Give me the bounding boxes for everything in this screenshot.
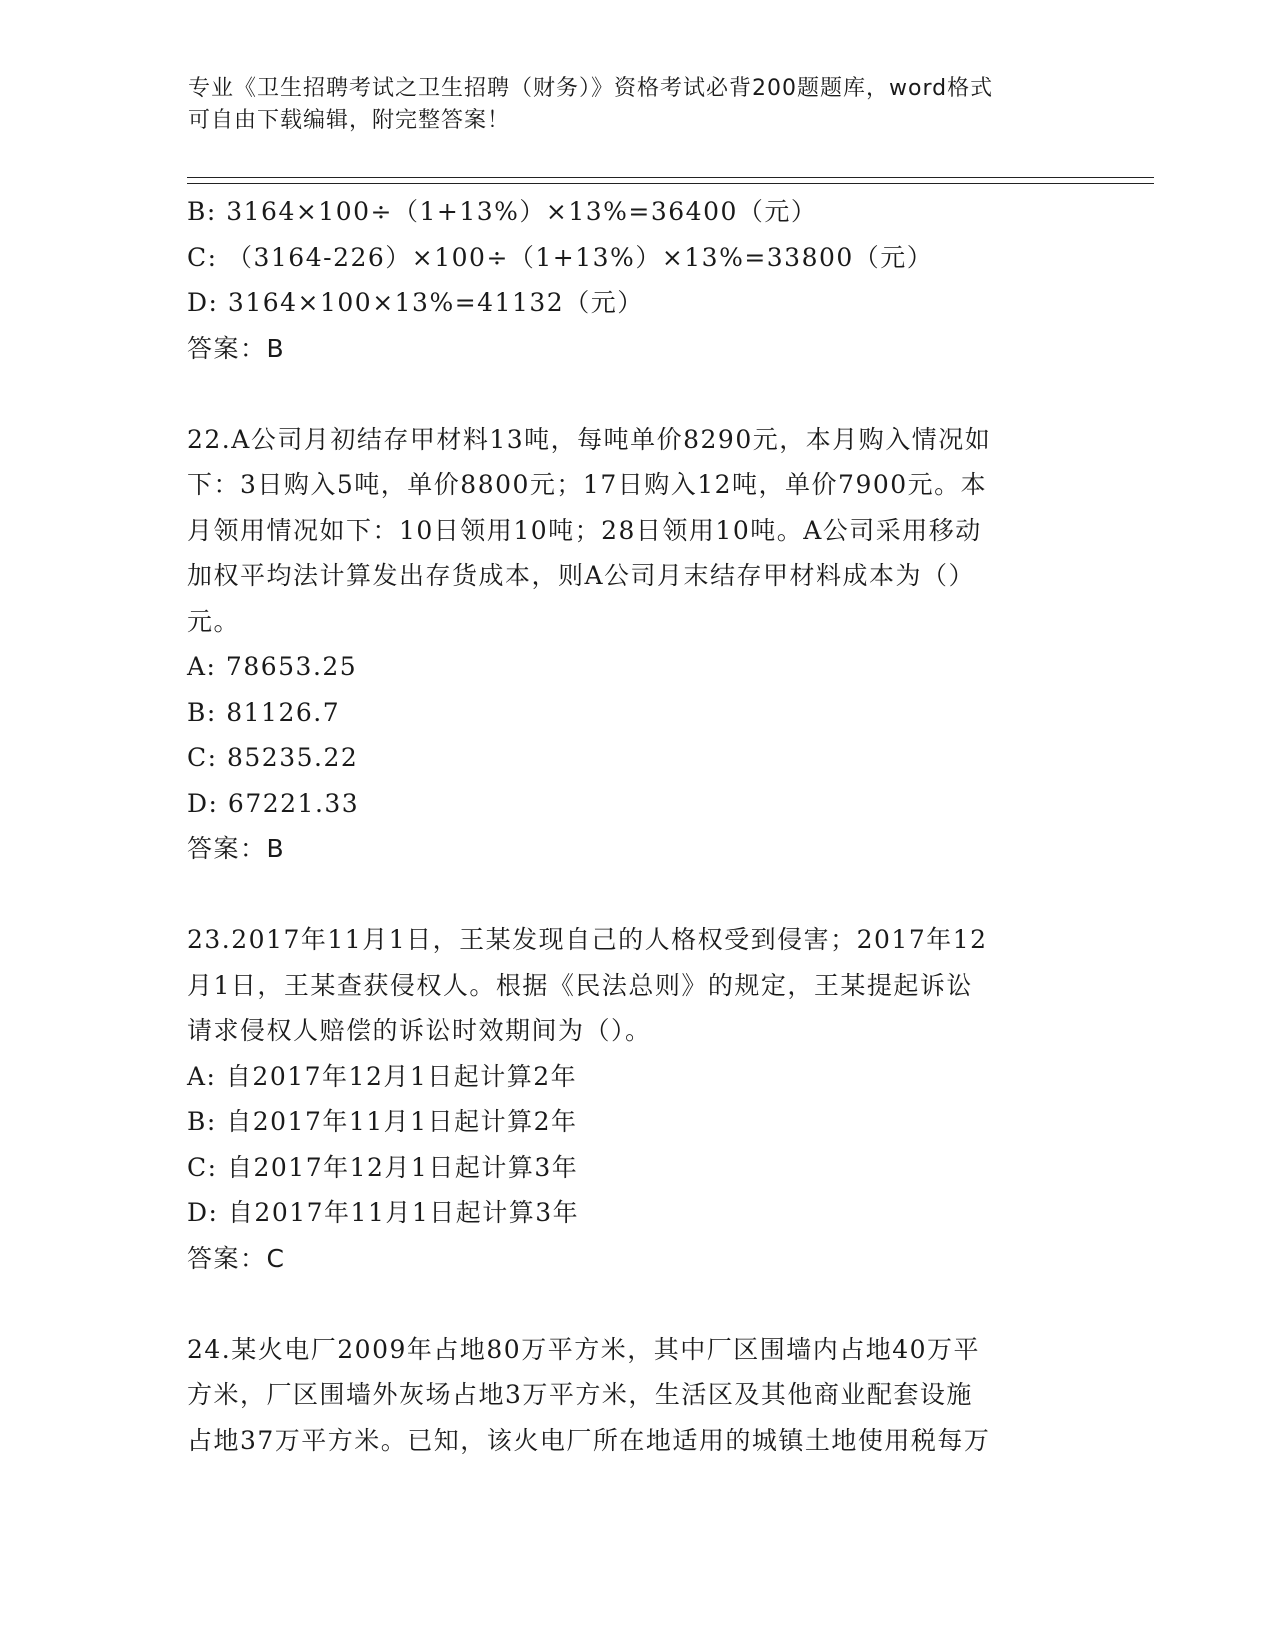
answer: 答案：B	[187, 333, 286, 363]
question-stem-line: 下：3日购入5吨，单价8800元；17日购入12吨，单价7900元。本	[187, 470, 988, 499]
question-stem-line: 加权平均法计算发出存货成本，则A公司月末结存甲材料成本为（）	[187, 561, 976, 590]
question-content	[187, 189, 1087, 1463]
option-d: D: 67221.33	[187, 788, 360, 818]
header-title-line-2: 可自由下载编辑，附完整答案！	[188, 108, 511, 133]
question-22	[187, 417, 1087, 872]
option-c: C: 自2017年12月1日起计算3年	[187, 1152, 579, 1182]
option-b: B: 81126.7	[187, 697, 341, 727]
question-24	[187, 1327, 1087, 1464]
spacer	[187, 1281, 1087, 1327]
question-stem-line: 月1日，王某查获侵权人。根据《民法总则》的规定，王某提起诉讼	[187, 970, 973, 1000]
answer: 答案：C	[187, 1243, 286, 1273]
option-b: B: 3164×100÷（1+13%）×13%=36400（元）	[187, 197, 818, 226]
question-stem-line: 方米，厂区围墙外灰场占地3万平方米，生活区及其他商业配套设施	[187, 1380, 973, 1409]
option-c: C: （3164-226）×100÷（1+13%）×13%=33800（元）	[187, 242, 934, 272]
question-stem-line: 23.2017年11月1日，王某发现自己的人格权受到侵害；2017年12	[187, 925, 988, 954]
question-stem-line: 元。	[187, 606, 241, 636]
spacer	[187, 872, 1087, 918]
question-23	[187, 917, 1087, 1281]
document-header	[188, 73, 1068, 137]
option-c: C: 85235.22	[187, 743, 359, 772]
option-a: A: 78653.25	[187, 652, 358, 681]
header-title-line-1: 专业《卫生招聘考试之卫生招聘（财务）》资格考试必背200题题库，word格式	[188, 76, 994, 101]
question-stem-line: 月领用情况如下：10日领用10吨；28日领用10吨。A公司采用移动	[187, 515, 982, 545]
header-divider-top	[187, 177, 1154, 178]
option-d: D: 3164×100×13%=41132（元）	[187, 288, 644, 317]
answer: 答案：B	[187, 834, 286, 863]
question-21-tail	[187, 189, 1087, 371]
option-a: A: 自2017年12月1日起计算2年	[187, 1061, 578, 1091]
question-stem-line: 请求侵权人赔偿的诉讼时效期间为（）。	[187, 1016, 652, 1045]
spacer	[187, 371, 1087, 417]
question-stem-line: 占地37万平方米。已知，该火电厂所在地适用的城镇土地使用税每万	[187, 1425, 991, 1455]
option-d: D: 自2017年11月1日起计算3年	[187, 1198, 580, 1227]
header-divider-bottom	[187, 183, 1154, 184]
question-stem-line: 24.某火电厂2009年占地80万平方米，其中厂区围墙内占地40万平	[187, 1334, 981, 1364]
question-stem-line: 22.A公司月初结存甲材料13吨，每吨单价8290元，本月购入情况如	[187, 424, 992, 454]
option-b: B: 自2017年11月1日起计算2年	[187, 1107, 578, 1136]
